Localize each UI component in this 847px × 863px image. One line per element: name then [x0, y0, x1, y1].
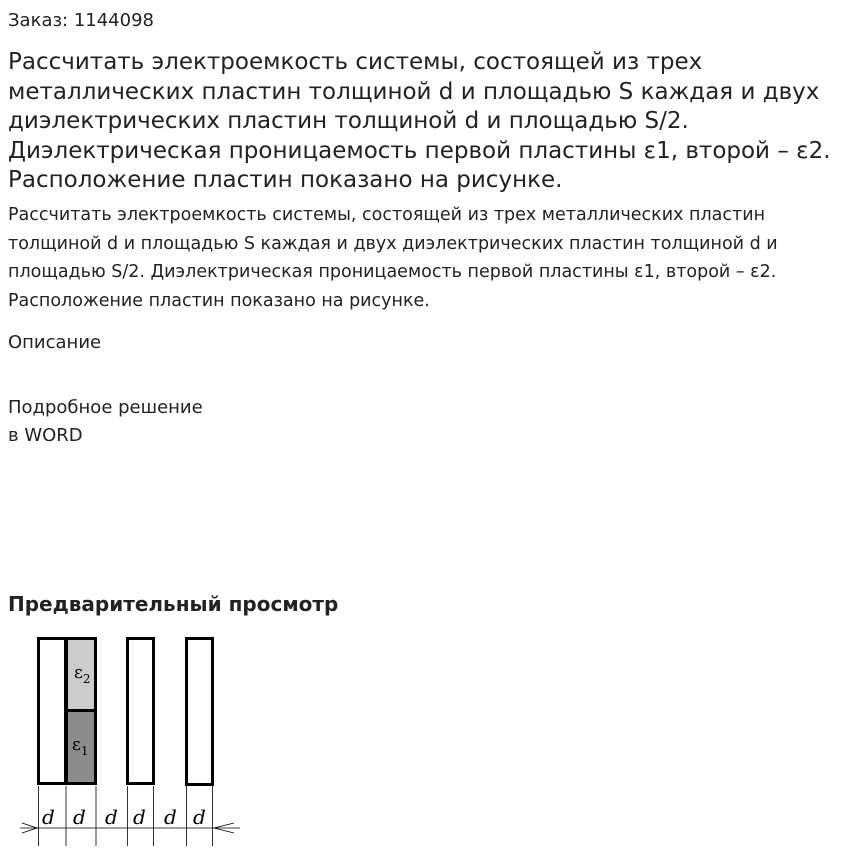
dim-label-2: d	[73, 805, 86, 829]
dimension-extension-lines	[39, 786, 213, 846]
metal-plate-1	[39, 639, 66, 784]
problem-text: Рассчитать электроемкость системы, состоящей из трех металлических пластин толщиной d и площадью S каждая и двух диэлектрических пластин толщиной d и площадью S/2. Диэлектрическая проницаемость первой пластины ε1, второй – ε2. Расположение пластин показано на рисунке.	[8, 205, 778, 311]
solution-line-1: Подробное решение	[8, 397, 203, 418]
eps1-label: $\varepsilon_1$	[72, 735, 89, 758]
metal-plate-3	[187, 639, 213, 785]
metal-plate-2	[128, 639, 154, 784]
description-label: Описание	[8, 332, 102, 353]
dim-label-4: d	[133, 805, 146, 829]
solution-line-2: в WORD	[8, 425, 83, 446]
dim-label-3: d	[105, 805, 118, 829]
dim-label-5: d	[164, 805, 177, 829]
solution-info	[8, 394, 203, 450]
dim-label-6: d	[193, 805, 206, 829]
eps2-label: $\varepsilon_2$	[74, 663, 91, 686]
dim-label-1: d	[42, 805, 55, 829]
capacitor-diagram	[0, 630, 260, 855]
problem-title: Рассчитать электроемкость системы, состоящей из трех металлических пластин толщиной d и площадью S каждая и двух диэлектрических пластин толщиной d и площадью S/2. Диэлектрическая проницаемость первой пластины ε1, второй – ε2. Расположение пластин показано на рисунке.	[8, 49, 831, 193]
order-number: Заказ: 1144098	[8, 10, 154, 31]
preview-heading: Предварительный просмотр	[8, 592, 339, 616]
